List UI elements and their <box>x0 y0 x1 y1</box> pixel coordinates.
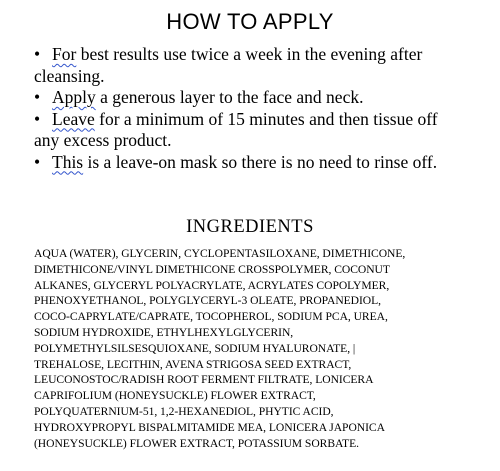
ingredients-line: POLYQUATERNIUM-51, 1,2-HEXANEDIOL, PHYTIC ACID, <box>34 404 334 418</box>
ingredients-heading: INGREDIENTS <box>186 217 314 237</box>
bullet-icon: • <box>34 108 41 129</box>
instruction-item <box>34 109 500 152</box>
ingredients-line: TREHALOSE, LECITHIN, AVENA STRIGOSA SEED EXTRACT, <box>34 357 352 371</box>
ingredients-line: COCO-CAPRYLATE/CAPRATE, TOCOPHEROL, SODIUM PCA, UREA, <box>34 310 388 324</box>
bullet-icon: • <box>34 44 41 64</box>
ingredients-line: HYDROXYPROPYL BISPALMITAMIDE MEA, LONICERA JAPONICA <box>34 420 385 434</box>
instruction-lead-word: Apply <box>52 87 96 107</box>
instruction-lead-word: This <box>52 151 84 172</box>
ingredients-line: POLYMETHYLSILSESQUIOXANE, SODIUM HYALURONATE, | <box>34 341 356 355</box>
instruction-lead-word: For <box>52 44 77 64</box>
instruction-text: best results use twice a week in the evening after <box>76 44 423 64</box>
bullet-icon: • <box>34 87 41 107</box>
instruction-text: for a minimum of 15 minutes and then tissue off <box>94 108 438 129</box>
ingredients-line: PHENOXYETHANOL, POLYGLYCERYL-3 OLEATE, PROPANEDIOL, <box>34 294 382 308</box>
instruction-text-continued: cleansing. <box>34 65 105 86</box>
ingredients-line: DIMETHICONE/VINYL DIMETHICONE CROSSPOLYMER, COCONUT <box>34 262 390 276</box>
ingredients-line: AQUA (WATER), GLYCERIN, CYCLOPENTASILOXANE, DIMETHICONE, <box>34 247 406 260</box>
how-to-apply-heading: HOW TO APPLY <box>166 9 334 34</box>
ingredients-line: LEUCONOSTOC/RADISH ROOT FERMENT FILTRATE, LONICERA <box>34 373 374 387</box>
ingredients-list <box>34 246 474 451</box>
bullet-icon: • <box>34 151 41 172</box>
ingredients-line: SODIUM HYDROXIDE, ETHYLHEXYLGLYCERIN, <box>34 325 294 339</box>
ingredients-line: ALKANES, GLYCERYL POLYACRYLATE, ACRYLATES COPOLYMER, <box>34 278 390 292</box>
instruction-text: is a leave-on mask so there is no need to rinse off. <box>83 151 438 172</box>
instruction-item <box>34 152 500 174</box>
ingredients-line: CAPRIFOLIUM (HONEYSUCKLE) FLOWER EXTRACT, <box>34 389 316 403</box>
instruction-text: a generous layer to the face and neck. <box>95 87 364 107</box>
instruction-text-continued: any excess product. <box>34 130 172 150</box>
ingredients-line: (HONEYSUCKLE) FLOWER EXTRACT, POTASSIUM SORBATE. <box>34 436 359 450</box>
instruction-item <box>34 44 500 87</box>
instruction-lead-word: Leave <box>52 108 95 129</box>
instruction-item <box>34 87 500 109</box>
apply-instructions-list <box>34 44 500 173</box>
